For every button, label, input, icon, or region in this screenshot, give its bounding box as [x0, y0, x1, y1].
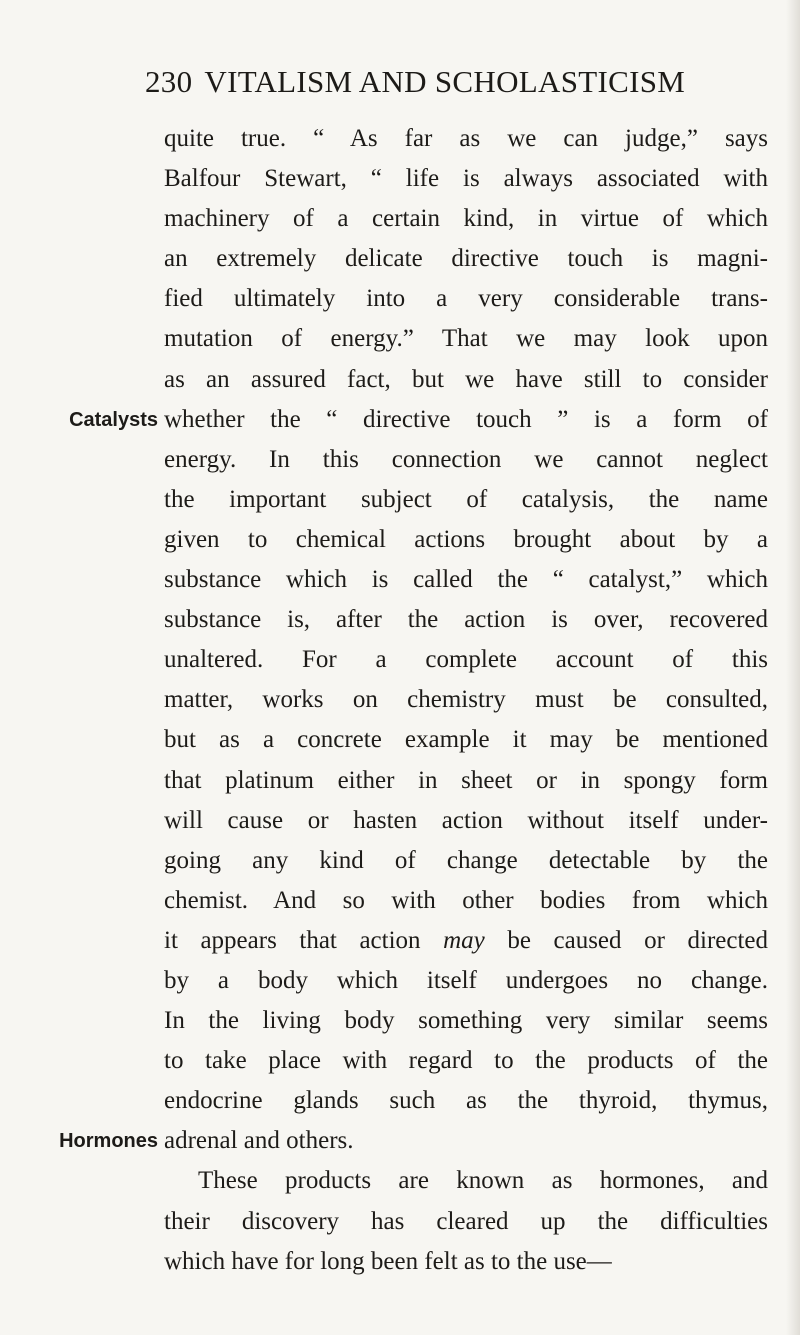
text-line: Balfour Stewart, “ life is always associated with [164, 165, 768, 193]
text-line: fied ultimately into a very considerable trans- [164, 285, 768, 313]
emphasized-word: may [443, 926, 485, 954]
text-fragment: it appears that action [164, 926, 444, 954]
text-line: as an assured fact, but we have still to consider [164, 365, 768, 393]
text-line: machinery of a certain kind, in virtue of which [164, 205, 768, 233]
text-line: the important subject of catalysis, the name [164, 485, 768, 513]
text-line: an extremely delicate directive touch is magni- [164, 245, 768, 273]
paragraph-end-line: adrenal and others. [164, 1127, 354, 1155]
text-line: by a body which itself undergoes no change. [164, 966, 768, 994]
page-edge-shadow [786, 0, 800, 1335]
text-line: chemist. And so with other bodies from which [164, 886, 768, 914]
text-line: to take place with regard to the products of the [164, 1047, 768, 1075]
text-line: energy. In this connection we cannot neglect [164, 445, 768, 473]
text-line: substance is, after the action is over, recovered [164, 606, 768, 634]
body-text [164, 119, 768, 1282]
page-number: 230 [145, 64, 193, 99]
text-line: their discovery has cleared up the difficulties [164, 1207, 768, 1235]
text-line: quite true. “ As far as we can judge,” says [164, 125, 768, 152]
text-line: unaltered. For a complete account of this [164, 646, 768, 674]
text-fragment: be caused or directed [484, 926, 768, 954]
text-line: mutation of energy.” That we may look upon [164, 325, 768, 353]
running-head [145, 64, 755, 100]
text-line [164, 921, 768, 961]
text-line: endocrine glands such as the thyroid, thymus, [164, 1087, 768, 1115]
running-title: VITALISM AND SCHOLASTICISM [204, 64, 686, 99]
margin-note-catalysts: Catalysts [69, 409, 158, 431]
text-line: going any kind of change detectable by the [164, 846, 768, 874]
text-line: In the living body something very similar seems [164, 1007, 768, 1035]
text-line: matter, works on chemistry must be consulted, [164, 686, 768, 714]
text-line: will cause or hasten action without itself under- [164, 806, 768, 834]
text-line: but as a concrete example it may be mentioned [164, 726, 768, 754]
text-line: substance which is called the “ catalyst,” which [164, 566, 768, 594]
text-line: whether the “ directive touch ” is a form of [164, 405, 768, 433]
text-line: that platinum either in sheet or in spongy form [164, 766, 768, 794]
margin-note-hormones: Hormones [59, 1130, 158, 1152]
text-line: which have for long been felt as to the use— [164, 1247, 612, 1275]
paragraph-start-line: These products are known as hormones, and [198, 1167, 768, 1195]
text-line: given to chemical actions brought about by a [164, 525, 768, 553]
